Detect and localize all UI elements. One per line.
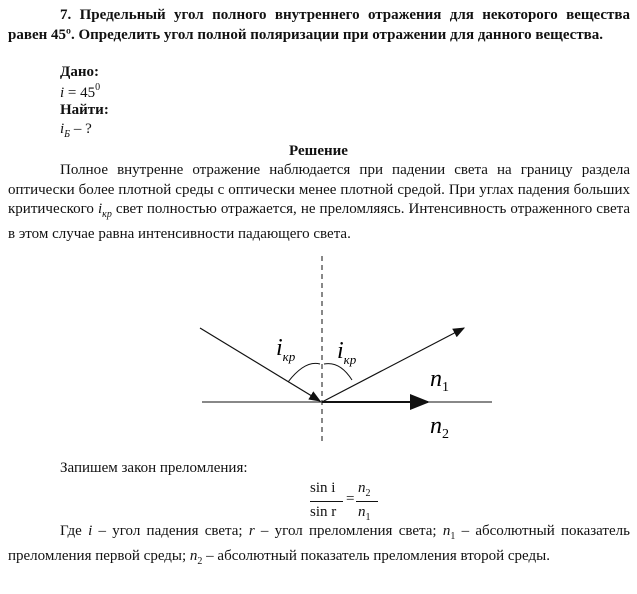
angle-arc-left — [288, 363, 320, 382]
angle-label-right: $i_{кр}$ — [337, 338, 357, 367]
reflection-diagram — [180, 248, 510, 448]
find-label: Найти: — [60, 102, 109, 118]
incident-ray — [200, 328, 320, 401]
problem-text: Предельный угол полного внутреннего отражения для некоторого вещества равен 45º. Определить угол полной поляризации при отражении для данного вещества. — [8, 7, 630, 43]
snell-formula: sin i sin r = $n_2$ $n_1$ — [300, 480, 380, 526]
problem-statement — [8, 6, 630, 45]
n1-label: $n_1$ — [430, 366, 449, 395]
solution-paragraph-2: Запишем закон преломления: — [60, 460, 248, 476]
given-label: Дано: — [60, 64, 99, 80]
given-value: $i = 45^0$ — [60, 82, 101, 101]
problem-number: 7. — [60, 7, 72, 23]
angle-label-left: $i_{кр}$ — [276, 335, 296, 364]
solution-paragraph-1: Полное внутренне отражение наблюдается при падении света на границу раздела оптически более плотной среды с оптически менее плотной средой. При углах падения больших критического $i_{кр}$ свет полностью отражается, не преломляясь. Интенсивность отраженного света в этом случае равна интенсивности падающего света. — [8, 162, 631, 243]
find-value: $i_Б$ – ? — [60, 121, 92, 140]
solution-heading: Решение — [289, 143, 348, 159]
solution-paragraph-3: Где i – угол падения света; r – угол преломления света; $n_1$ – абсолютный показатель преломления первой среды; $n_2$ – абсолютный показатель преломления второй среды. — [8, 523, 630, 567]
n2-label: $n_2$ — [430, 413, 449, 442]
